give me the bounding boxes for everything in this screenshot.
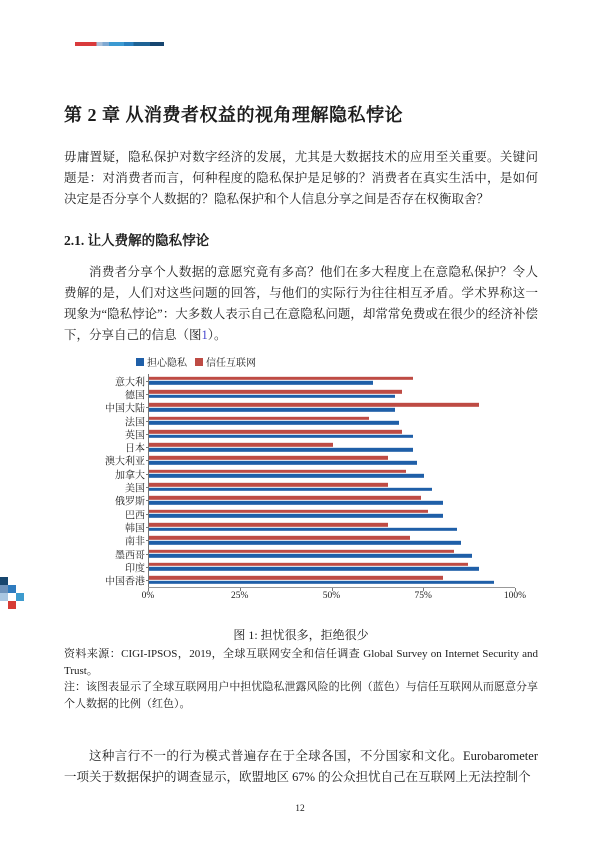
legend-item bbox=[195, 354, 256, 369]
chart-row bbox=[125, 440, 516, 455]
page-number: 12 bbox=[295, 804, 305, 814]
top-decoration-bar bbox=[75, 42, 164, 46]
bar-信任互联网 bbox=[149, 523, 388, 527]
chart-row bbox=[125, 427, 516, 442]
bar-pair bbox=[149, 483, 516, 491]
bar-担心隐私 bbox=[149, 394, 395, 398]
paradox-text-before: 消费者分享个人数据的意愿究竟有多高？他们在多大程度上在意隐私保护？令人费解的是，人们对这些问题的回答，与他们的实际行为往往相互矛盾。学术界称这一现象为“隐私悖论”：大多数人表示自己在意隐私问题，却常常免费或在很少的经济补偿下，分享自己的信息（图 bbox=[64, 265, 538, 342]
bar-担心隐私 bbox=[149, 541, 461, 545]
decoration-square bbox=[0, 585, 8, 593]
bar-担心隐私 bbox=[149, 567, 479, 571]
country-label: 印度 bbox=[125, 563, 145, 575]
bar-担心隐私 bbox=[149, 488, 432, 492]
decoration-square bbox=[0, 577, 8, 585]
bar-信任互联网 bbox=[149, 443, 333, 447]
bar-pair bbox=[149, 456, 516, 464]
x-axis-tick-label: 25% bbox=[231, 590, 249, 601]
bar-担心隐私 bbox=[149, 408, 395, 412]
bar-担心隐私 bbox=[149, 527, 457, 531]
chart-row bbox=[115, 467, 516, 482]
chapter-title: 第 2 章 从消费者权益的视角理解隐私悖论 bbox=[64, 105, 403, 125]
country-label: 墨西哥 bbox=[115, 550, 145, 561]
chart-legend bbox=[136, 356, 256, 367]
legend-label: 信任互联网 bbox=[206, 358, 256, 369]
x-axis-tick-label: 75% bbox=[414, 590, 432, 601]
country-label: 意大利 bbox=[115, 377, 145, 389]
bar-pair bbox=[149, 470, 516, 478]
chart-row bbox=[115, 547, 516, 561]
country-label: 美国 bbox=[125, 483, 145, 495]
bar-pair bbox=[149, 563, 516, 571]
bar-信任互联网 bbox=[149, 376, 413, 380]
bar-担心隐私 bbox=[149, 474, 424, 478]
chart-row bbox=[115, 374, 516, 389]
left-decoration-squares bbox=[0, 577, 24, 610]
country-label: 德国 bbox=[125, 390, 145, 402]
bar-pair bbox=[149, 496, 516, 504]
decoration-square bbox=[16, 593, 24, 601]
chart-row bbox=[115, 494, 516, 508]
figure-note: 注：该图表显示了全球互联网用户中担忧隐私泄露风险的比例（蓝色）与信任互联网从而愿意分享个人数据的比例（红色）。 bbox=[64, 681, 538, 710]
chart-row bbox=[125, 560, 516, 575]
intro-paragraph: 毋庸置疑，隐私保护对数字经济的发展，尤其是大数据技术的应用至关重要。关键问题是：对消费者而言，何种程度的隐私保护是足够的？消费者在真实生活中，是如何决定是否分享个人数据的？隐私保护和个人信息分享之间是否存在权衡取舍？ bbox=[64, 150, 538, 206]
chart-row bbox=[105, 573, 516, 588]
chart-row bbox=[125, 534, 516, 548]
country-label: 澳大利亚 bbox=[105, 456, 145, 468]
decoration-square bbox=[0, 593, 8, 601]
chart-row bbox=[105, 401, 516, 415]
chart-row bbox=[125, 520, 516, 535]
figure-1-link[interactable]: 1 bbox=[201, 328, 208, 342]
bar-信任互联网 bbox=[149, 576, 443, 580]
country-label: 南非 bbox=[125, 536, 145, 548]
chart-plot-area bbox=[105, 374, 516, 588]
chart-row bbox=[125, 414, 516, 429]
country-label: 巴西 bbox=[125, 510, 145, 522]
bar-担心隐私 bbox=[149, 381, 373, 385]
chart-row bbox=[125, 507, 516, 522]
chart-row bbox=[125, 480, 516, 495]
bar-担心隐私 bbox=[149, 421, 399, 425]
bar-pair bbox=[149, 523, 516, 531]
bar-信任互联网 bbox=[149, 403, 479, 407]
bar-pair bbox=[149, 430, 516, 438]
bar-信任互联网 bbox=[149, 456, 388, 460]
legend-label: 担心隐私 bbox=[147, 358, 187, 369]
country-label: 加拿大 bbox=[115, 470, 145, 482]
x-axis-tick-label: 0% bbox=[141, 590, 155, 601]
bar-pair bbox=[149, 416, 516, 424]
section-heading: 2.1. 让人费解的隐私悖论 bbox=[64, 233, 210, 248]
x-axis-tick-label: 100% bbox=[503, 590, 527, 601]
legend-color-swatch bbox=[136, 358, 144, 366]
paradox-text-after: ）。 bbox=[207, 328, 227, 342]
figure-source: 资料来源：CIGI-IPSOS，2019，全球互联网安全和信任调查 Global Survey on Internet Security and Trust。 bbox=[64, 648, 538, 677]
country-label: 中国香港 bbox=[105, 576, 145, 588]
bar-担心隐私 bbox=[149, 501, 443, 505]
decoration-square bbox=[8, 601, 16, 609]
country-label: 法国 bbox=[125, 417, 145, 429]
country-label: 中国大陆 bbox=[105, 403, 145, 415]
country-label: 英国 bbox=[125, 430, 145, 442]
bar-信任互联网 bbox=[149, 536, 410, 540]
bar-担心隐私 bbox=[149, 448, 413, 452]
paradox-paragraph bbox=[64, 262, 538, 346]
bar-信任互联网 bbox=[149, 430, 402, 434]
bar-担心隐私 bbox=[149, 434, 413, 438]
chart-row bbox=[105, 454, 516, 468]
bar-pair bbox=[149, 390, 516, 398]
bar-pair bbox=[149, 509, 516, 517]
figure-caption: 图 1: 担忧很多，拒绝很少 bbox=[233, 628, 369, 642]
closing-paragraph: 这种言行不一的行为模式普遍存在于全球各国，不分国家和文化。Eurobarometer 一项关于数据保护的调查显示，欧盟地区 67% 的公众担忧自己在互联网上无法控制个 bbox=[64, 749, 538, 784]
legend-item bbox=[136, 354, 187, 369]
bar-担心隐私 bbox=[149, 461, 417, 465]
bar-信任互联网 bbox=[149, 496, 421, 500]
bar-信任互联网 bbox=[149, 563, 468, 567]
bar-担心隐私 bbox=[149, 581, 494, 585]
bar-信任互联网 bbox=[149, 549, 454, 553]
chart-x-axis bbox=[141, 587, 527, 604]
country-label: 韩国 bbox=[125, 523, 145, 535]
figure-notes bbox=[64, 646, 538, 712]
x-axis-tick-label: 50% bbox=[322, 590, 341, 601]
bar-信任互联网 bbox=[149, 470, 406, 474]
bar-pair bbox=[149, 576, 516, 584]
bar-pair bbox=[149, 403, 516, 411]
bar-信任互联网 bbox=[149, 416, 369, 420]
bar-pair bbox=[149, 443, 516, 451]
decoration-square bbox=[8, 585, 16, 593]
bar-信任互联网 bbox=[149, 509, 428, 513]
chart-row bbox=[125, 387, 516, 402]
country-label: 日本 bbox=[125, 443, 145, 455]
bar-担心隐私 bbox=[149, 554, 472, 558]
bar-pair bbox=[149, 536, 516, 544]
bar-信任互联网 bbox=[149, 483, 388, 487]
bar-担心隐私 bbox=[149, 514, 443, 518]
legend-color-swatch bbox=[195, 358, 203, 366]
country-label: 俄罗斯 bbox=[115, 496, 145, 508]
bar-pair bbox=[149, 549, 516, 557]
bar-chart bbox=[90, 374, 527, 604]
bar-pair bbox=[149, 376, 516, 384]
bar-信任互联网 bbox=[149, 390, 402, 394]
